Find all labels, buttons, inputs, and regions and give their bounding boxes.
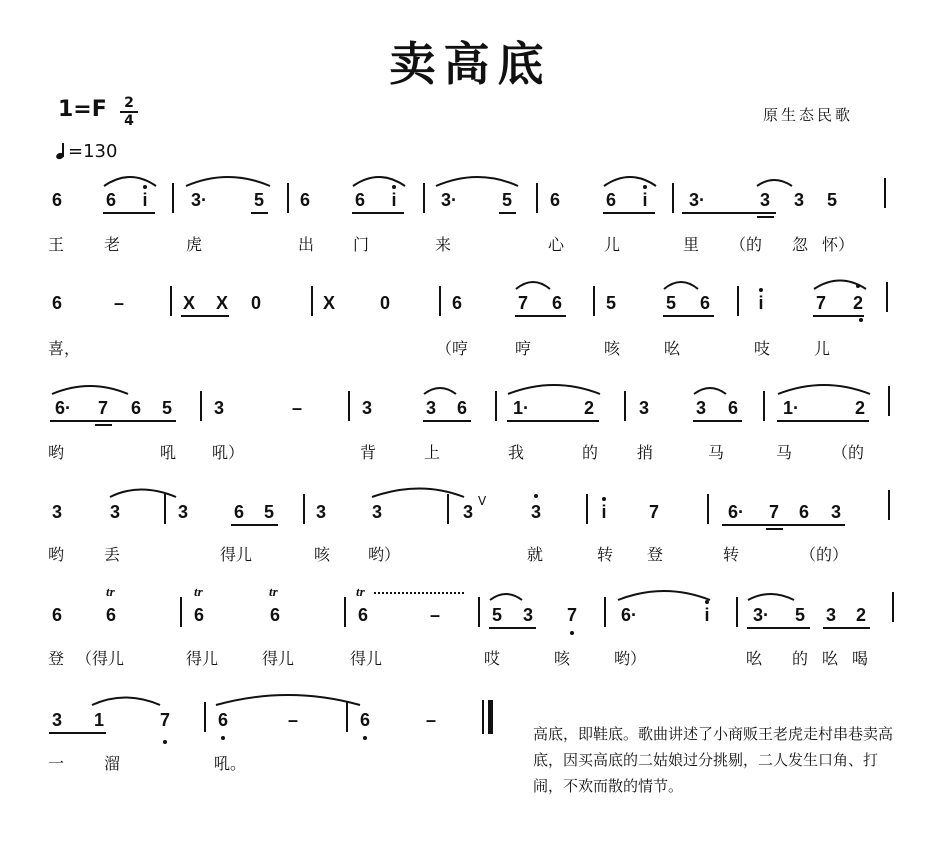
time-top: 2 (124, 95, 134, 111)
lyric: 马 (776, 443, 793, 462)
lyric: 得儿 (220, 545, 253, 564)
lyric: 马 (708, 443, 725, 462)
lyric: 的 (792, 649, 809, 668)
note: 6 (299, 190, 310, 210)
lyric: 背 (360, 443, 377, 462)
lyric: 儿 (604, 235, 621, 254)
note: 6 (357, 605, 368, 625)
note: 1 (93, 710, 104, 730)
note: 3 (51, 502, 62, 522)
lyric: 我 (508, 443, 525, 462)
lyric: 溜 (104, 754, 121, 773)
note: i (758, 293, 764, 313)
lyric: 出 (298, 235, 315, 254)
note: 2 (854, 398, 865, 418)
note: 3 (109, 502, 120, 522)
note: 6 (217, 710, 228, 730)
lyric: 咳 (604, 339, 621, 358)
lyric: 喝 (852, 649, 869, 668)
song-source: 原生态民歌 (763, 106, 854, 124)
note: 2 (855, 605, 866, 625)
note: – (425, 710, 436, 730)
note: 3 (830, 502, 841, 522)
lyric: 转 (597, 545, 614, 564)
note: 7 (648, 502, 659, 522)
lyric: （哼 (436, 339, 469, 358)
lyric: 心 (548, 235, 565, 254)
lyric: 的 (582, 443, 599, 462)
lyric: 哼 (515, 339, 532, 358)
note: 6 (193, 605, 204, 625)
note: 6 (549, 190, 560, 210)
lyric: 吼 (160, 443, 177, 462)
note: 6 (456, 398, 467, 418)
note: – (287, 710, 298, 730)
lyric: 吼） (212, 443, 245, 462)
note: 3 (825, 605, 836, 625)
lyric: 里 (683, 235, 700, 254)
lyric: 就 (527, 545, 544, 564)
note: 3· (688, 190, 705, 210)
lyric: （得儿 (76, 649, 125, 668)
note: 3 (462, 502, 473, 522)
note: 7 (815, 293, 826, 313)
lyric: 得儿 (350, 649, 383, 668)
note: 3 (638, 398, 649, 418)
note: i (704, 605, 710, 625)
lyric: 儿 (814, 339, 831, 358)
note: 5 (665, 293, 676, 313)
lyric: 转 (723, 545, 740, 564)
lyric: 怀） (822, 235, 855, 254)
lyric: 吆 (664, 339, 681, 358)
lyric: 哎 (484, 649, 501, 668)
note: 6 (451, 293, 462, 313)
note: 3 (213, 398, 224, 418)
lyric: 来 (435, 235, 452, 254)
note: 7 (768, 502, 779, 522)
note: 5 (161, 398, 172, 418)
note: 6 (798, 502, 809, 522)
lyric: （的 (832, 443, 865, 462)
lyric: 咳 (314, 545, 331, 564)
lyric: 登 (647, 545, 664, 564)
lyric: 老 (104, 235, 121, 254)
note: 6 (551, 293, 562, 313)
note: i (391, 190, 397, 210)
note: 3· (440, 190, 457, 210)
lyric: 忽 (792, 235, 809, 254)
note: 3 (695, 398, 706, 418)
lyric: 得儿 (186, 649, 219, 668)
note: 3· (190, 190, 207, 210)
note: 6· (620, 605, 637, 625)
lyric: 吆 (746, 649, 763, 668)
note: 6 (269, 605, 280, 625)
lyric: 哟） (368, 545, 401, 564)
note: 3 (530, 502, 541, 522)
note: i (601, 502, 607, 522)
note: X (215, 293, 228, 313)
lyric: 虎 (186, 235, 203, 254)
lyric: 哟 (48, 545, 65, 564)
note: i (142, 190, 148, 210)
lyric: 哟 (48, 443, 65, 462)
note: 3 (371, 502, 382, 522)
lyric: 一 (48, 754, 65, 773)
note: 6 (105, 190, 116, 210)
lyric: （的 (730, 235, 763, 254)
note: 5 (253, 190, 264, 210)
note: X (182, 293, 195, 313)
lyric: 捎 (637, 443, 654, 462)
note: i (642, 190, 648, 210)
lyric: 吆 (822, 649, 839, 668)
note: 7 (566, 605, 577, 625)
note: 6 (605, 190, 616, 210)
note: 6 (105, 605, 116, 625)
note: 5 (605, 293, 616, 313)
note: 5 (794, 605, 805, 625)
note: 5 (491, 605, 502, 625)
lyric: 咳 (554, 649, 571, 668)
note: 6 (699, 293, 710, 313)
note: 3· (752, 605, 769, 625)
note: 3 (522, 605, 533, 625)
note: 0 (250, 293, 261, 313)
note: X (322, 293, 335, 313)
note: 5 (501, 190, 512, 210)
note: 6 (727, 398, 738, 418)
key-signature: 1=F (58, 97, 107, 122)
note: 3 (177, 502, 188, 522)
note: 6 (354, 190, 365, 210)
lyric: 吼。 (214, 754, 247, 773)
note: 3 (51, 710, 62, 730)
note: 2 (583, 398, 594, 418)
note: 6· (727, 502, 744, 522)
note: 6 (51, 605, 62, 625)
note: 6· (54, 398, 71, 418)
lyric: 王 (48, 235, 65, 254)
lyric: 吱 (754, 339, 771, 358)
note: 5 (263, 502, 274, 522)
note: 6 (130, 398, 141, 418)
note: – (113, 293, 124, 313)
page-title: 卖高底 (389, 37, 552, 91)
note: 6 (359, 710, 370, 730)
trill-mark: tr (106, 584, 115, 599)
lyric: 丢 (104, 545, 121, 564)
trill-mark: tr (269, 584, 278, 599)
song-footnote: 高底，即鞋底。歌曲讲述了小商贩王老虎走村串巷卖高底，因买高底的二姑娘过分挑剔，二人发生口角、打闹，不欢而散的情节。 (533, 725, 894, 795)
time-bottom: 4 (124, 113, 134, 129)
lyric: （的） (800, 545, 849, 564)
note: 3 (425, 398, 436, 418)
note: 6 (51, 293, 62, 313)
note: – (291, 398, 302, 418)
note: 5 (826, 190, 837, 210)
note: 6 (51, 190, 62, 210)
lyric: 上 (424, 443, 441, 462)
note: 7 (517, 293, 528, 313)
note: 1· (782, 398, 799, 418)
note: 3 (759, 190, 770, 210)
trill-mark: tr (356, 584, 365, 599)
lyric: 登 (48, 649, 65, 668)
lyric: 哟） (614, 649, 647, 668)
note: 3 (315, 502, 326, 522)
lyric: 门 (353, 235, 370, 254)
note: 2 (852, 293, 863, 313)
note: 3 (793, 190, 804, 210)
note: 6 (233, 502, 244, 522)
trill-mark: tr (194, 584, 203, 599)
lyric: 得儿 (262, 649, 295, 668)
note: 3 (361, 398, 372, 418)
note: 1· (512, 398, 529, 418)
tempo-value: =130 (68, 141, 118, 162)
note: – (429, 605, 440, 625)
note: 7 (159, 710, 170, 730)
lyric: 喜， (48, 339, 81, 358)
note: 0 (379, 293, 390, 313)
note: 7 (97, 398, 108, 418)
